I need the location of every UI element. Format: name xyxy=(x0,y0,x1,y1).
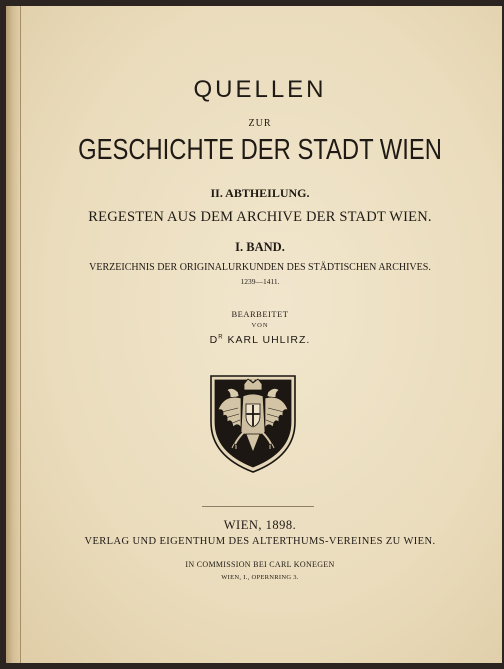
imprint-address: WIEN, I., OPERNRING 3. xyxy=(221,574,299,581)
author-title-superscript: R xyxy=(218,334,224,341)
double-headed-eagle-coat-of-arms-icon xyxy=(208,372,298,474)
author-title xyxy=(210,334,224,346)
series-title: REGESTEN AUS DEM ARCHIVE DER STADT WIEN. xyxy=(88,209,432,225)
edited-label: BEARBEITET xyxy=(231,309,289,319)
year-range: 1239—1411. xyxy=(240,277,280,286)
author-line xyxy=(20,334,500,346)
volume-description: VERZEICHNIS DER ORIGINALURKUNDEN DES STÄDTISCHEN ARCHIVES. xyxy=(89,262,431,273)
author-name: KARL UHLIRZ. xyxy=(227,334,311,346)
volume-label: I. BAND. xyxy=(235,240,285,254)
page-subtitle: GESCHICHTE DER STADT WIEN xyxy=(78,134,442,166)
page-title: QUELLEN xyxy=(193,76,327,103)
divider-line xyxy=(202,506,314,507)
title-page xyxy=(6,6,502,663)
author-title-letter: D xyxy=(209,334,219,346)
imprint-place-year: WIEN, 1898. xyxy=(223,518,297,532)
imprint-publisher: VERLAG UND EIGENTHUM DES ALTERTHUMS-VEREINES ZU WIEN. xyxy=(84,536,436,547)
by-label: VON xyxy=(251,322,269,329)
title-connector: ZUR xyxy=(248,118,272,129)
section-label: II. ABTHEILUNG. xyxy=(210,186,310,200)
imprint-commission: IN COMMISSION BEI CARL KONEGEN xyxy=(185,560,335,569)
